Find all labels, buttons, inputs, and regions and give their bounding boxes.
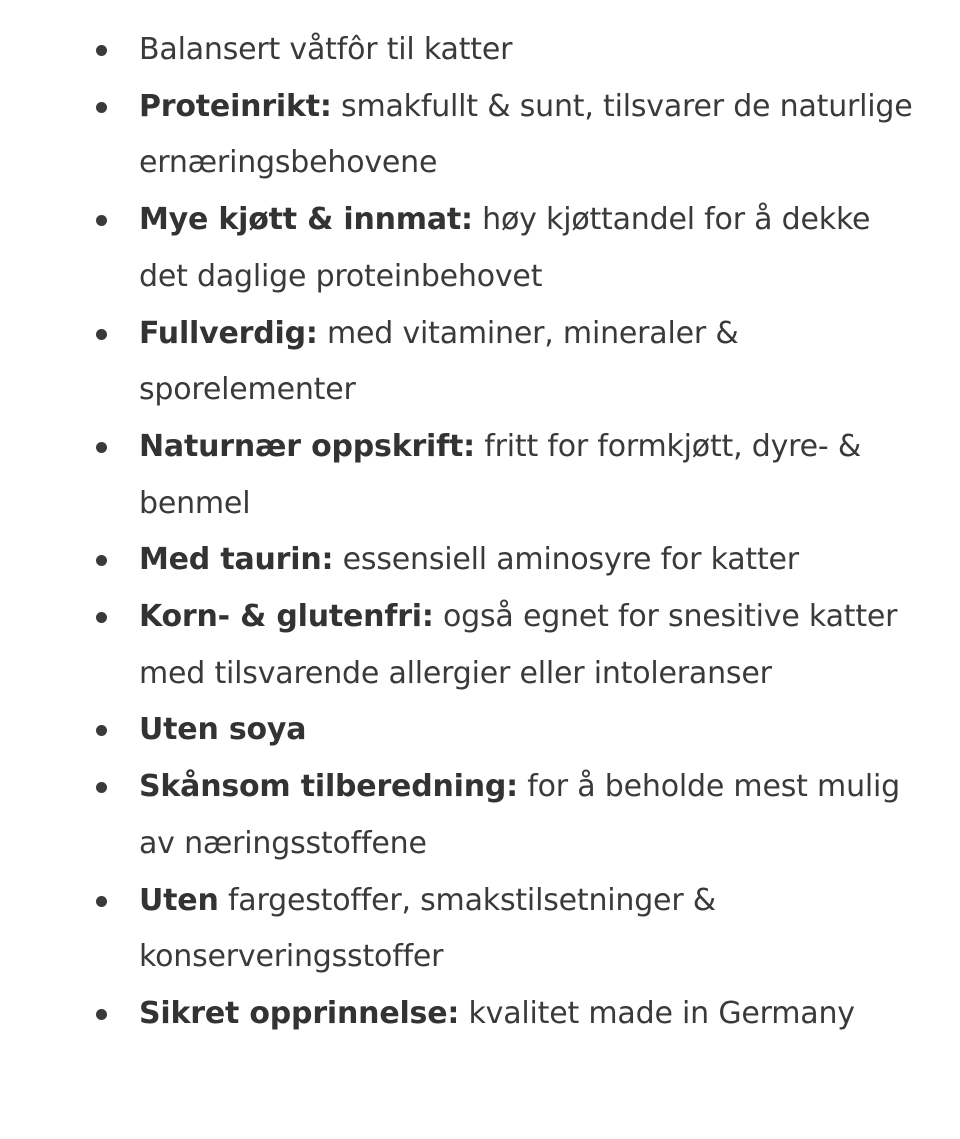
- item-text: også egnet for snesitive katter med tilsvarende allergier eller intoleranser: [139, 599, 898, 691]
- list-item-gentle-prep: [0, 759, 960, 872]
- bullet-icon: [96, 215, 107, 226]
- list-item-natural-recipe: [0, 419, 960, 532]
- bullet-icon: [96, 612, 107, 623]
- list-item-origin: [0, 986, 960, 1043]
- item-text: høy kjøttandel for å dekke det daglige proteinbehovet: [139, 202, 871, 294]
- list-item-complete: [0, 306, 960, 419]
- item-lead: Skånsom tilberedning:: [139, 769, 518, 805]
- bullet-icon: [96, 102, 107, 113]
- item-lead: Uten soya: [139, 712, 307, 748]
- item-text: fargestoffer, smakstilsetninger & konserveringsstoffer: [139, 882, 716, 975]
- bullet-icon: [96, 555, 107, 566]
- feature-list: [0, 22, 960, 1043]
- list-item-meat-offal: [0, 192, 960, 305]
- list-item-no-soy: [0, 702, 960, 759]
- list-item-no-additives: [0, 873, 960, 986]
- list-item-taurine: [0, 532, 960, 589]
- item-text: Balansert våtfôr til katter: [139, 32, 513, 67]
- list-item-protein-rich: [0, 79, 960, 192]
- bullet-icon: [96, 896, 107, 907]
- item-lead: Proteinrikt:: [139, 88, 332, 124]
- item-text: med vitaminer, mineraler & sporelementer: [139, 315, 739, 408]
- item-text: kvalitet made in Germany: [459, 995, 855, 1031]
- bullet-icon: [96, 442, 107, 453]
- item-lead: Fullverdig:: [139, 315, 318, 351]
- list-item-grain-free: [0, 589, 960, 702]
- bullet-icon: [96, 329, 107, 340]
- item-lead: Sikret opprinnelse:: [139, 995, 460, 1031]
- item-lead: Med taurin:: [139, 542, 334, 578]
- bullet-icon: [96, 1009, 107, 1020]
- bullet-icon: [96, 782, 107, 793]
- item-text: for å beholde mest mulig av næringsstoffene: [139, 769, 900, 861]
- item-lead: Korn- & glutenfri:: [139, 599, 434, 635]
- item-text: essensiell aminosyre for katter: [333, 542, 799, 578]
- bullet-icon: [96, 45, 107, 56]
- item-lead: Uten: [139, 882, 219, 918]
- item-lead: Mye kjøtt & innmat:: [139, 202, 473, 238]
- item-text: smakfullt & sunt, tilsvarer de naturlige ernæringsbehovene: [139, 88, 913, 181]
- item-text: fritt for formkjøtt, dyre- & benmel: [139, 428, 862, 521]
- list-item-wet-food: [0, 22, 960, 79]
- item-lead: Naturnær oppskrift:: [139, 428, 475, 464]
- bullet-icon: [96, 725, 107, 736]
